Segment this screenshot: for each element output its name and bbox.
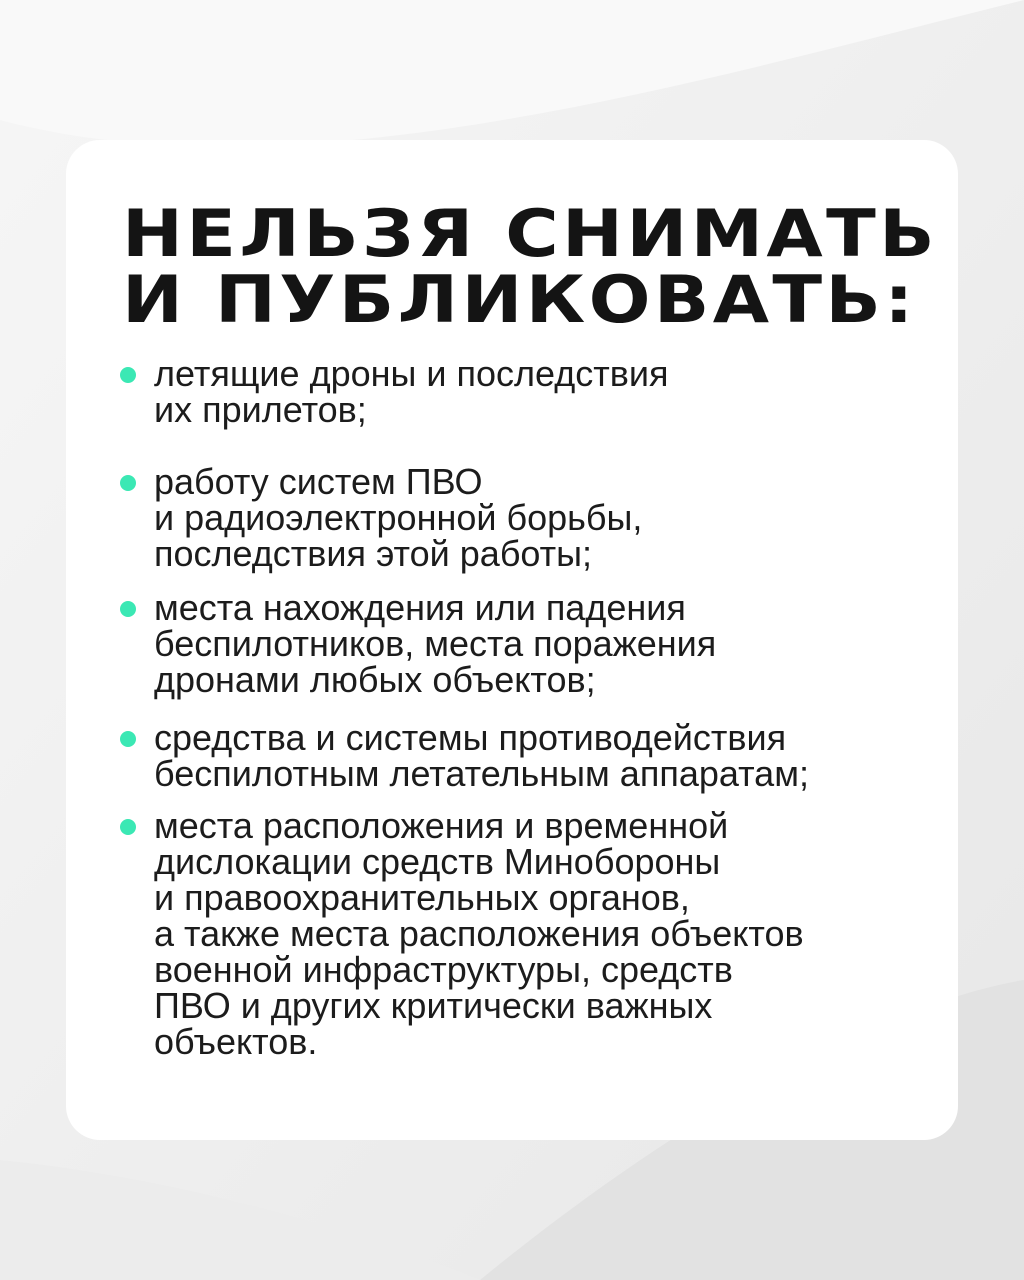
list-item-text: работу систем ПВО и радиоэлектронной борьбы, последствия этой работы; [154, 461, 643, 574]
bullet-dot-icon [120, 601, 136, 617]
title-line-2: И ПУБЛИКОВАТЬ: [122, 263, 917, 338]
list-item-text: летящие дроны и последствия их прилетов; [154, 353, 669, 430]
card-title [122, 197, 938, 338]
list-item-text: средства и системы противодействия беспилотным летательным аппаратам; [154, 717, 809, 794]
bullet-dot-icon [120, 475, 136, 491]
list-item-text: места нахождения или падения беспилотников, места поражения дронами любых объектов; [154, 587, 717, 700]
title-line-1: НЕЛЬЗЯ СНИМАТЬ [122, 197, 938, 272]
bullet-dot-icon [120, 819, 136, 835]
list-item-text: места расположения и временной дислокации средств Минобороны и правоохранительных органов, а также места расположения объектов военной инфраструктуры, средств ПВО и других критически важных объектов. [154, 805, 804, 1062]
bullet-dot-icon [120, 731, 136, 747]
bullet-dot-icon [120, 367, 136, 383]
info-card [66, 140, 958, 1140]
